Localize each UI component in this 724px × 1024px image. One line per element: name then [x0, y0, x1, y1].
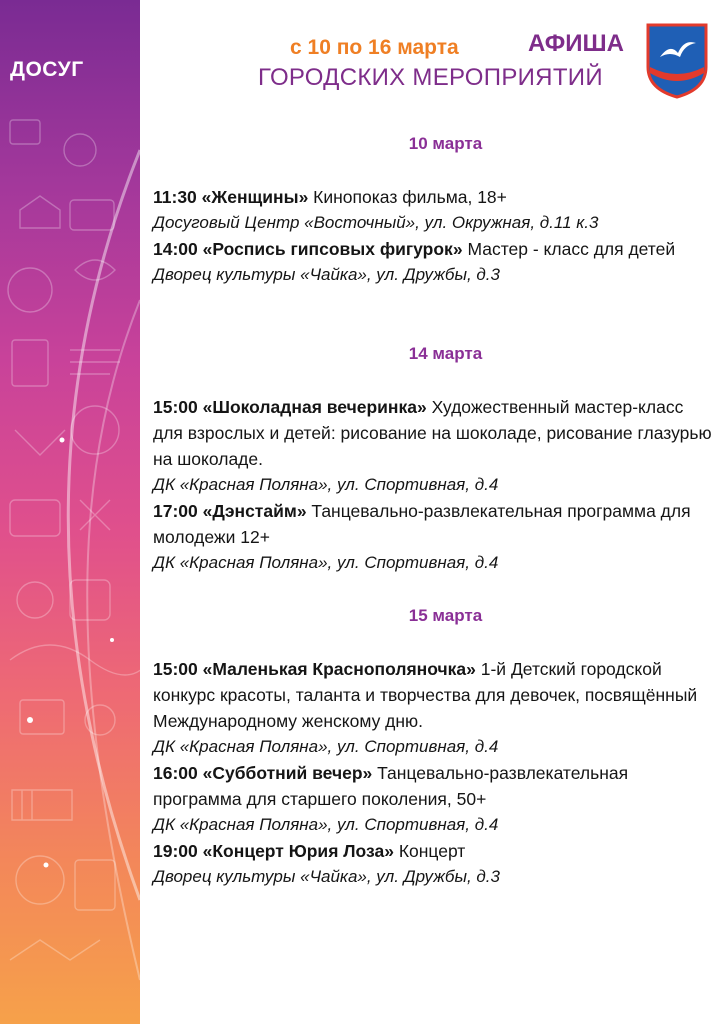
- event-item: [153, 394, 718, 498]
- event-title: «Субботний вечер»: [202, 763, 373, 783]
- event-description: Танцевально-развлекательная программа для молодежи 12+: [153, 501, 691, 547]
- doodle-pattern: [0, 0, 140, 1024]
- event-description: Концерт: [398, 841, 466, 861]
- event-time: 19:00: [153, 841, 198, 861]
- event-description: Художественный мастер-класс для взрослых и детей: рисование на шоколаде, рисование глазурью на шоколаде.: [153, 397, 712, 469]
- event-title: «Маленькая Краснополяночка»: [202, 659, 476, 679]
- event-title: «Концерт Юрия Лоза»: [202, 841, 394, 861]
- event-time: 16:00: [153, 763, 198, 783]
- event-time: 11:30: [153, 187, 197, 207]
- event-item: [153, 236, 718, 288]
- day-section: [153, 344, 718, 576]
- event-item: [153, 498, 718, 576]
- event-time: 17:00: [153, 501, 198, 521]
- day-date: 14 марта: [408, 344, 483, 363]
- event-time: 15:00: [153, 659, 198, 679]
- event-place: Дворец культуры «Чайка», ул. Дружбы, д.3: [153, 867, 500, 886]
- event-place: ДК «Красная Поляна», ул. Спортивная, д.4: [153, 737, 499, 756]
- event-place: ДК «Красная Поляна», ул. Спортивная, д.4: [153, 475, 499, 494]
- event-title: «Роспись гипсовых фигурок»: [202, 239, 463, 259]
- sidebar-banner: [0, 0, 140, 1024]
- event-place: Досуговый Центр «Восточный», ул. Окружная, д.11 к.3: [153, 213, 599, 232]
- event-place: Дворец культуры «Чайка», ул. Дружбы, д.3: [153, 265, 500, 284]
- day-section: [153, 606, 718, 890]
- event-item: [153, 184, 718, 236]
- event-description: 1-й Детский городской конкурс красоты, таланта и творчества для девочек, посвящённый Международному женскому дню.: [153, 659, 698, 731]
- event-time: 15:00: [153, 397, 198, 417]
- event-title: «Женщины»: [201, 187, 309, 207]
- event-place: ДК «Красная Поляна», ул. Спортивная, д.4: [153, 815, 499, 834]
- event-description: Мастер - класс для детей: [467, 239, 676, 259]
- header: [150, 20, 710, 110]
- page-subtitle: ГОРОДСКИХ МЕРОПРИЯТИЙ: [258, 64, 603, 91]
- day-date: 15 марта: [408, 606, 483, 625]
- event-item: [153, 656, 718, 760]
- event-description: Танцевально-развлекательная программа для старшего поколения, 50+: [153, 763, 629, 809]
- section-label: ДОСУГ: [10, 58, 84, 81]
- event-description: Кинопоказ фильма, 18+: [313, 187, 507, 207]
- event-item: [153, 838, 718, 890]
- date-range: с 10 по 16 марта: [290, 36, 459, 59]
- day-section: [153, 134, 718, 288]
- event-title: «Шоколадная вечеринка»: [202, 397, 427, 417]
- event-item: [153, 760, 718, 838]
- event-title: «Дэнстайм»: [202, 501, 307, 521]
- city-crest-icon: [646, 23, 708, 99]
- day-date: 10 марта: [408, 134, 483, 153]
- page-title: АФИША: [528, 30, 624, 57]
- event-place: ДК «Красная Поляна», ул. Спортивная, д.4: [153, 553, 499, 572]
- event-time: 14:00: [153, 239, 198, 259]
